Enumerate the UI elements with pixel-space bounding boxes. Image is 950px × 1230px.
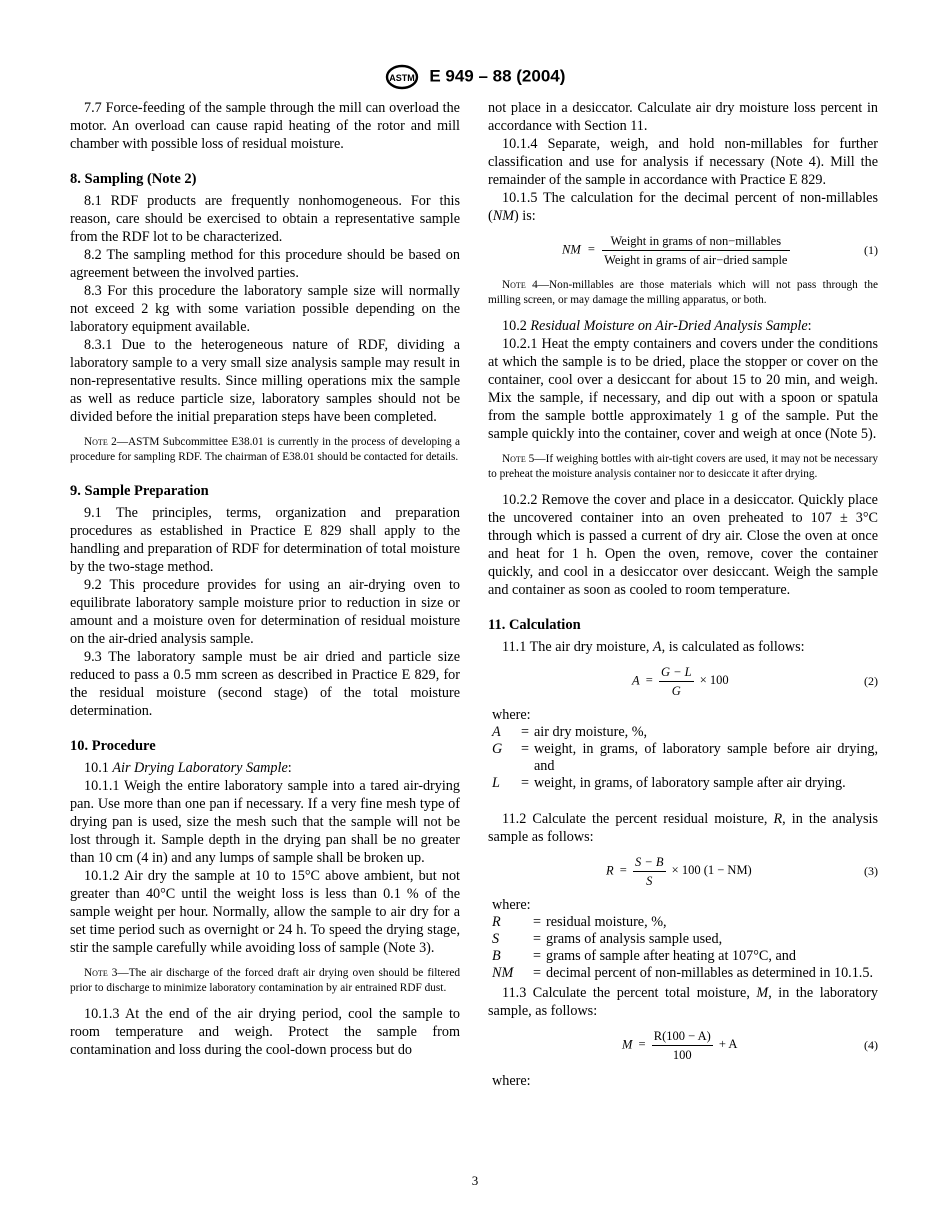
definition-row: B = grams of sample after heating at 107°C, and: [492, 948, 796, 964]
paragraph-8-3-1: 8.3.1 Due to the heterogeneous nature of RDF, dividing a laboratory sample to a very small size analysis sample may result in non-representative results. Since milling operations mix the sample as well as reduce particle size, laboratory samples should not be divided before the initial preparation steps have been completed.: [70, 337, 460, 425]
paragraph-8-1: 8.1 RDF products are frequently nonhomogeneous. For this reason, care should be exercised to obtain a representative sample from the RDF lot to be characterized.: [70, 193, 460, 245]
definition-row: L = weight, in grams, of laboratory sample after air drying.: [492, 775, 846, 791]
paragraph-9-1: 9.1 The principles, terms, organization and preparation procedures as established in Practice E 829 shall apply to the handling and preparation of RDF for determination of total moisture by the two-stage method.: [70, 505, 460, 575]
section-9-heading: 9. Sample Preparation: [70, 483, 209, 499]
where-label-3: where:: [492, 1073, 531, 1089]
paragraph-8-2: 8.2 The sampling method for this procedure should be based on agreement between the involved parties.: [70, 247, 460, 281]
paragraph-9-3: 9.3 The laboratory sample must be air dried and particle size reduced to pass a 0.5 mm screen as described in Practice E 829, for the residual moisture (second stage) of the total moisture determination.: [70, 649, 460, 719]
paragraph-10-2-2: 10.2.2 Remove the cover and place in a desiccator. Quickly place the uncovered container into an oven preheated to 107 ± 3°C through which is passed a current of dry air. Close the oven at once and heat for 1 h. Open the oven, remove, cover the container quickly, and cool in a desiccator over desiccant. Weigh the sample and container as soon as cooled to room temperature.: [488, 492, 878, 598]
paragraph-10-1: 10.1 Air Drying Laboratory Sample:: [84, 760, 292, 776]
paragraph-10-1-5: 10.1.5 The calculation for the decimal percent of non-millables (NM) is:: [488, 190, 878, 224]
equation-3: R = $\frac{S - B}{S}$ × 100 (1 − NM) (3): [606, 855, 878, 888]
where-label-2: where:: [492, 897, 531, 913]
left-column: [70, 99, 460, 1059]
paragraph-8-3: 8.3 For this procedure the laboratory sample size will normally not exceed 2 kg with some variation possible depending on the laboratory equipment available.: [70, 283, 460, 335]
note-5: Note 5—If weighing bottles with air-tight covers are used, it may not be necessary to preheat the moisture analysis container nor to desiccate it after drying.: [488, 453, 878, 480]
note-2: Note 2—ASTM Subcommittee E38.01 is currently in the process of developing a procedure for sampling RDF. The chairman of E38.01 should be contacted for details.: [70, 436, 460, 463]
variable-definitions-1: [492, 724, 878, 792]
paragraph-11-2: 11.2 Calculate the percent residual moisture, R, in the analysis sample as follows:: [488, 811, 878, 845]
paragraph-10-1-4: 10.1.4 Separate, weigh, and hold non-millables for further classification and use for analysis if necessary (Note 4). Mill the remainder of the sample in accordance with Practice E 829.: [488, 136, 878, 188]
note-3: Note 3—The air discharge of the forced draft air drying oven should be filtered prior to discharge to minimize laboratory contamination by air entrained RDF dust.: [70, 967, 460, 994]
paragraph-10-1-3: 10.1.3 At the end of the air drying period, cool the sample to room temperature and weigh. Protect the sample from contamination and loss during the cool-down process but do: [70, 1006, 460, 1058]
variable-definitions-2: [492, 914, 873, 982]
paragraph-11-1: 11.1 The air dry moisture, A, is calculated as follows:: [502, 639, 805, 655]
continued-paragraph: not place in a desiccator. Calculate air dry moisture loss percent in accordance with Section 11.: [488, 100, 878, 134]
astm-logo-icon: [385, 64, 419, 90]
definition-row: S = grams of analysis sample used,: [492, 931, 723, 947]
definition-row: NM = decimal percent of non-millables as determined in 10.1.5.: [492, 965, 873, 981]
paragraph-10-1-1: 10.1.1 Weigh the entire laboratory sample into a tared air-drying pan. Use more than one pan if necessary. If a very fine mesh type of drying pan is used, size the mesh such that the sample will not be lost through it. Sample depth in the drying pan shall be no greater than 10 cm (4 in) and any lumps of sample shall be broken up.: [70, 778, 460, 866]
paragraph-10-1-2: 10.1.2 Air dry the sample at 10 to 15°C above ambient, but not greater than 40°C until the weight loss is less than 0.1 % of the sample weight per hour. Normally, allow the sample to air dry for a set time period such as overnight or 24 h. To speed the drying stage, stir the sample carefully while avoiding loss of sample (Note 3).: [70, 868, 460, 956]
equation-2-label: (2): [864, 674, 878, 688]
definition-row: G = weight, in grams, of laboratory sample before air drying, and: [492, 741, 878, 774]
paragraph-11-3: 11.3 Calculate the percent total moisture, M, in the laboratory sample, as follows:: [488, 985, 878, 1019]
equation-4-label: (4): [864, 1038, 878, 1052]
page-number: 3: [471, 1173, 479, 1188]
note-4: Note 4—Non-millables are those materials which will not pass through the milling screen, or may damage the milling apparatus, or both.: [488, 279, 878, 306]
equation-3-label: (3): [864, 864, 878, 878]
paragraph-9-2: 9.2 This procedure provides for using an air-drying oven to equilibrate laboratory sample moisture prior to reduction in size or amount and a moisture oven for determination of residual moisture on the air-dried analysis sample.: [70, 577, 460, 647]
equation-1-label: (1): [864, 243, 878, 257]
paragraph-10-2-1: 10.2.1 Heat the empty containers and covers under the conditions at which the sample is to be dried, place the stopper or cover on the container, cool over a desiccant for about 15 to 20 min, and weigh. Mix the sample, if necessary, and dip out with a spoon or spatula from the sample bottle approximately 1 g of the sample. Put the sample quickly into the container, cover and weigh at once (Note 5).: [488, 336, 878, 442]
page-header: [0, 64, 950, 90]
definition-row: R = residual moisture, %,: [492, 914, 667, 930]
right-column: [488, 99, 878, 1090]
definition-row: A = air dry moisture, %,: [492, 724, 648, 740]
section-10-heading: 10. Procedure: [70, 738, 156, 754]
where-label-1: where:: [492, 707, 531, 723]
svg-text:ASTM: ASTM: [388, 73, 415, 83]
paragraph-7-7: 7.7 Force-feeding of the sample through the mill can overload the motor. An overload can cause rapid heating of the rotor and mill chamber with possible loss of residual moisture.: [70, 100, 460, 152]
section-11-heading: 11. Calculation: [488, 617, 581, 633]
section-8-heading: 8. Sampling (Note 2): [70, 171, 197, 187]
equation-2: A = $\frac{G - L}{G}$ × 100 (2): [632, 665, 878, 698]
paragraph-10-2: 10.2 Residual Moisture on Air-Dried Analysis Sample:: [502, 318, 812, 334]
designation: E 949 – 88 (2004): [429, 66, 566, 86]
equation-4: M = $\frac{R(100 - A)}{100}$ + A (4): [622, 1029, 878, 1062]
equation-1: NM = $\frac{\text{Weight in grams of non−millables}}{\text{Weight in grams of air−dried sample}}$ (1): [562, 234, 878, 267]
